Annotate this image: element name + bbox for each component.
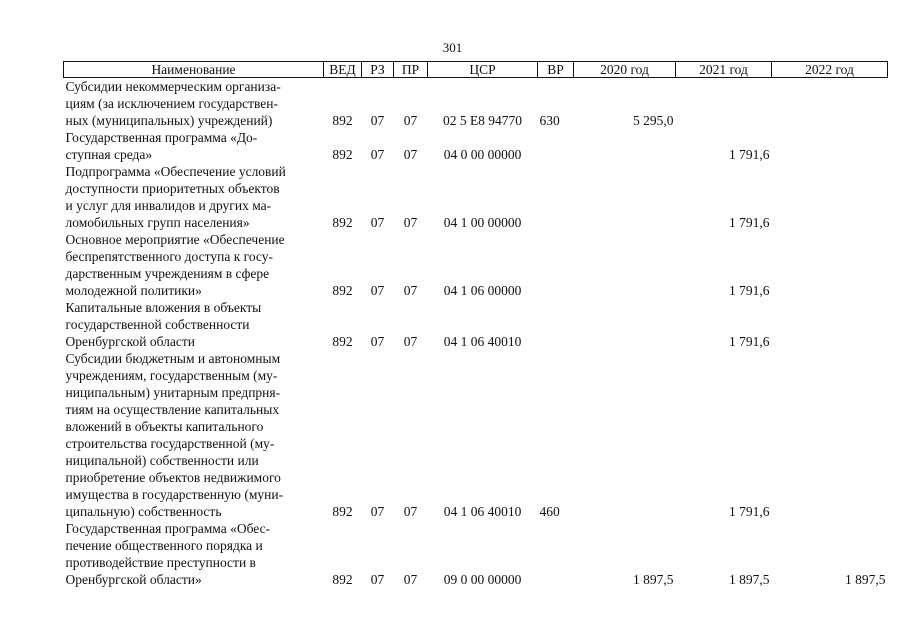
name-line: Субсидии бюджетным и автономным <box>65 351 281 366</box>
table-row <box>64 78 888 130</box>
header-rz: РЗ <box>362 62 394 78</box>
cell-2022 <box>772 163 888 231</box>
cell-2022: 1 897,5 <box>845 572 886 587</box>
cell-2020 <box>574 129 676 163</box>
cell-2021: 1 791,6 <box>729 283 770 298</box>
cell-2020 <box>574 163 676 231</box>
cell-vr: 630 <box>539 113 560 128</box>
cell-pr: 07 <box>403 572 418 587</box>
cell-name <box>64 231 324 299</box>
cell-vr <box>538 129 574 163</box>
cell-csr: 04 1 06 00000 <box>443 283 522 298</box>
name-line: Капитальные вложения в объекты <box>65 300 262 315</box>
name-line: ципальную) собственность <box>65 504 222 519</box>
table-row <box>64 350 888 520</box>
cell-rz: 07 <box>370 572 385 587</box>
cell-vr: 460 <box>539 504 560 519</box>
name-line: Государственная программа «Обес- <box>65 521 271 536</box>
cell-csr: 04 0 00 00000 <box>443 147 522 162</box>
name-line: печение общественного порядка и <box>65 538 263 553</box>
name-line: дарственным учреждениям в сфере <box>65 266 270 281</box>
cell-2021: 1 791,6 <box>729 504 770 519</box>
cell-name <box>64 129 324 163</box>
header-2022: 2022 год <box>772 62 888 78</box>
name-line: и услуг для инвалидов и других ма- <box>65 198 272 213</box>
header-pr: ПР <box>394 62 428 78</box>
cell-csr: 02 5 E8 94770 <box>442 113 523 128</box>
name-line: тиям на осуществление капитальных <box>65 402 280 417</box>
cell-vr <box>538 231 574 299</box>
table-row <box>64 520 888 588</box>
cell-name <box>64 520 324 588</box>
cell-2020 <box>574 231 676 299</box>
table-row <box>64 299 888 350</box>
cell-name <box>64 299 324 350</box>
table-header-row <box>64 62 888 78</box>
name-line: молодежной политики» <box>65 283 202 298</box>
header-vr: ВР <box>538 62 574 78</box>
cell-ved: 892 <box>332 572 353 587</box>
cell-2020: 5 295,0 <box>633 113 674 128</box>
cell-name <box>64 350 324 520</box>
name-line: Основное мероприятие «Обеспечение <box>65 232 285 247</box>
name-line: учреждениям, государственным (му- <box>65 368 278 383</box>
name-line: ступная среда» <box>65 147 153 162</box>
cell-2020 <box>574 350 676 520</box>
table-row <box>64 129 888 163</box>
table-body <box>64 78 888 589</box>
name-line: ниципальной) собственности или <box>65 453 259 468</box>
name-line: циям (за исключением государствен- <box>65 96 279 111</box>
name-line: Субсидии некоммерческим организа- <box>65 79 281 94</box>
cell-pr: 07 <box>403 334 418 349</box>
cell-ved: 892 <box>332 215 353 230</box>
cell-2022 <box>772 231 888 299</box>
cell-rz: 07 <box>370 215 385 230</box>
name-line: ломобильных групп населения» <box>65 215 250 230</box>
header-ved: ВЕД <box>324 62 362 78</box>
cell-ved: 892 <box>332 283 353 298</box>
cell-2021: 1 791,6 <box>729 147 770 162</box>
cell-ved: 892 <box>332 504 353 519</box>
name-line: государственной собственности <box>65 317 250 332</box>
page-number: 301 <box>442 40 463 55</box>
cell-name <box>64 78 324 130</box>
cell-2022 <box>772 350 888 520</box>
cell-2021: 1 791,6 <box>729 215 770 230</box>
cell-csr: 04 1 06 40010 <box>443 504 522 519</box>
name-line: Подпрограмма «Обеспечение условий <box>65 164 286 179</box>
header-2021: 2021 год <box>676 62 772 78</box>
name-line: вложений в объекты капитального <box>65 419 264 434</box>
name-line: Государственная программа «До- <box>65 130 258 145</box>
cell-pr: 07 <box>403 147 418 162</box>
cell-2020: 1 897,5 <box>633 572 674 587</box>
cell-rz: 07 <box>370 504 385 519</box>
name-line: строительства государственной (му- <box>65 436 275 451</box>
cell-rz: 07 <box>370 334 385 349</box>
cell-vr <box>538 520 574 588</box>
cell-rz: 07 <box>370 147 385 162</box>
cell-vr <box>538 299 574 350</box>
cell-vr <box>538 163 574 231</box>
cell-2021: 1 791,6 <box>729 334 770 349</box>
cell-2020 <box>574 299 676 350</box>
name-line: противодействие преступности в <box>65 555 256 570</box>
name-line: ных (муниципальных) учреждений) <box>65 113 273 128</box>
name-line: беспрепятственного доступа к госу- <box>65 249 273 264</box>
budget-table <box>63 61 888 588</box>
name-line: ниципальным) унитарным предпрня- <box>65 385 281 400</box>
header-name: Наименование <box>64 62 324 78</box>
cell-csr: 04 1 00 00000 <box>443 215 522 230</box>
cell-rz: 07 <box>370 283 385 298</box>
cell-2021 <box>676 78 772 130</box>
header-csr: ЦСР <box>428 62 538 78</box>
cell-ved: 892 <box>332 147 353 162</box>
name-line: доступности приоритетных объектов <box>65 181 280 196</box>
cell-2022 <box>772 78 888 130</box>
cell-2022 <box>772 129 888 163</box>
name-line: Оренбургской области» <box>65 572 202 587</box>
cell-name <box>64 163 324 231</box>
table-row <box>64 231 888 299</box>
cell-ved: 892 <box>332 113 353 128</box>
cell-pr: 07 <box>403 215 418 230</box>
cell-csr: 09 0 00 00000 <box>443 572 522 587</box>
name-line: имущества в государственную (муни- <box>65 487 284 502</box>
header-2020: 2020 год <box>574 62 676 78</box>
cell-rz: 07 <box>370 113 385 128</box>
name-line: Оренбургской области <box>65 334 195 349</box>
cell-2021: 1 897,5 <box>729 572 770 587</box>
cell-pr: 07 <box>403 504 418 519</box>
cell-2022 <box>772 299 888 350</box>
cell-ved: 892 <box>332 334 353 349</box>
name-line: приобретение объектов недвижимого <box>65 470 281 485</box>
cell-pr: 07 <box>403 113 418 128</box>
cell-csr: 04 1 06 40010 <box>443 334 522 349</box>
table-row <box>64 163 888 231</box>
cell-pr: 07 <box>403 283 418 298</box>
